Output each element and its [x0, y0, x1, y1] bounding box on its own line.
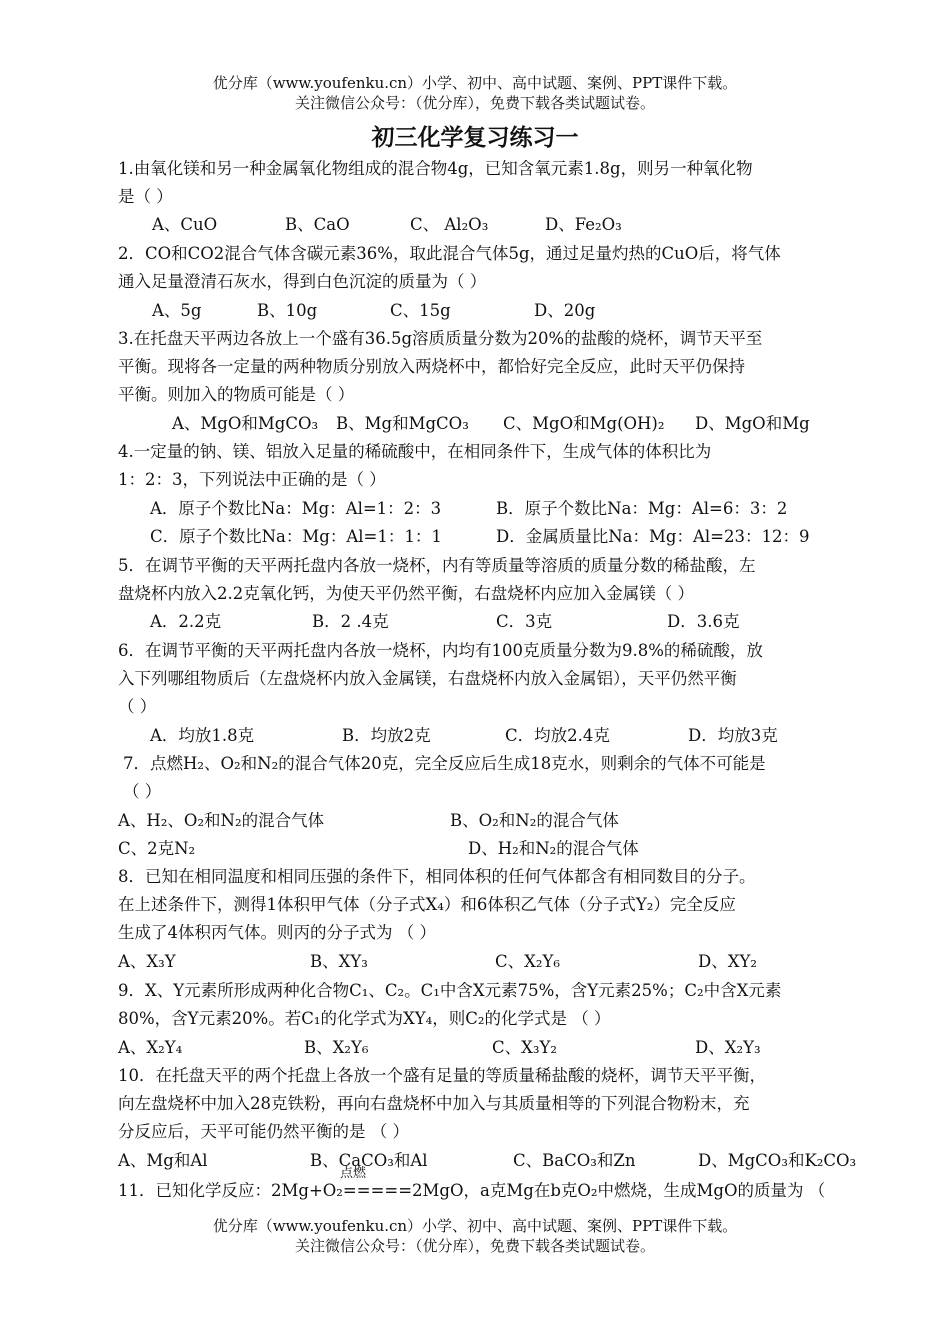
q8-line-2: 在上述条件下，测得1体积甲气体（分子式X₄）和6体积乙气体（分子式Y₂）完全反应	[118, 895, 736, 914]
header-line-2: 关注微信公众号：（优分库），免费下载各类试题试卷。	[294, 94, 655, 112]
q10-option-c: C、BaCO₃和Zn	[513, 1151, 636, 1170]
q2-option-d: D、20g	[534, 301, 596, 320]
q3-line-3: 平衡。则加入的物质可能是（ ）	[118, 385, 355, 404]
q5-line-1: 5．在调节平衡的天平两托盘内各放一烧杯，内有等质量等溶质的质量分数的稀盐酸，左	[118, 556, 756, 575]
q10-option-d: D、MgCO₃和K₂CO₃	[698, 1151, 857, 1170]
q10-line-1: 10．在托盘天平的两个托盘上各放一个盛有足量的等质量稀盐酸的烧杯，调节天平平衡，	[118, 1066, 766, 1085]
q3-option-c: C、MgO和Mg(OH)₂	[503, 414, 665, 433]
q1-line-1: 1.由氧化镁和另一种金属氧化物组成的混合物4g，已知含氧元素1.8g，则另一种氧化物	[118, 159, 753, 178]
q6-line-2: 入下列哪组物质后（左盘烧杯内放入金属镁，右盘烧杯内放入金属铝），天平仍然平衡	[118, 669, 737, 688]
q2-option-b: B、10g	[257, 301, 318, 320]
q1-option-d: D、Fe₂O₃	[545, 215, 622, 234]
q8-option-c: C、X₂Y₆	[495, 952, 560, 971]
q7-option-a: A、H₂、O₂和N₂的混合气体	[118, 811, 325, 830]
q3-option-a: A、MgO和MgCO₃	[172, 414, 319, 433]
q2-option-a: A、5g	[152, 301, 202, 320]
q10-option-b: B、CaCO₃和Al	[310, 1151, 428, 1170]
q6-line-3: （ ）	[118, 697, 157, 716]
q5-option-c: C．3克	[496, 612, 553, 631]
footer-line-1: 优分库（www.youfenku.cn）小学、初中、高中试题、案例、PPT课件下载。	[212, 1217, 738, 1235]
q10-line-2: 向左盘烧杯中加入28克铁粉，再向右盘烧杯中加入与其质量相等的下列混合物粉末，充	[118, 1094, 750, 1113]
q11-line-1: 11．已知化学反应：2Mg+O₂=====2MgO，a克Mg在b克O₂中燃烧，生成MgO的质量为 （	[118, 1181, 826, 1200]
q6-option-d: D．均放3克	[688, 726, 778, 745]
q9-line-1: 9．X、Y元素所形成两种化合物C₁、C₂。C₁中含X元素75%，含Y元素25%；C₂中含X元素	[118, 981, 782, 1000]
header-line-1: 优分库（www.youfenku.cn）小学、初中、高中试题、案例、PPT课件下载。	[212, 74, 738, 92]
q4-line-2: 1：2：3，下列说法中正确的是（ ）	[118, 470, 386, 489]
q3-option-b: B、Mg和MgCO₃	[336, 414, 469, 433]
q9-option-c: C、X₃Y₂	[492, 1038, 557, 1057]
q4-line-1: 4.一定量的钠、镁、铝放入足量的稀硫酸中，在相同条件下，生成气体的体积比为	[118, 442, 712, 461]
q8-option-d: D、XY₂	[698, 952, 757, 971]
q1-option-b: B、CaO	[285, 215, 350, 234]
q11-reaction-condition: 点燃	[340, 1166, 367, 1181]
q4-option-a: A．原子个数比Na：Mg：Al=1：2：3	[150, 499, 442, 518]
q5-line-2: 盘烧杯内放入2.2克氧化钙，为使天平仍然平衡，右盘烧杯内应加入金属镁（ ）	[118, 584, 694, 603]
q7-line-2: （ ）	[123, 782, 162, 801]
q7-line-1: 7．点燃H₂、O₂和N₂的混合气体20克，完全反应后生成18克水，则剩余的气体不可能是	[123, 754, 766, 773]
q5-option-b: B．2 .4克	[312, 612, 389, 631]
q3-option-d: D、MgO和Mg	[695, 414, 810, 433]
q9-option-d: D、X₂Y₃	[695, 1038, 761, 1057]
q8-option-b: B、XY₃	[310, 952, 368, 971]
q2-line-2: 通入足量澄清石灰水，得到白色沉淀的质量为（ ）	[118, 272, 487, 291]
q9-option-b: B、X₂Y₆	[304, 1038, 369, 1057]
q1-line-2: 是（ ）	[118, 187, 173, 206]
q2-line-1: 2．CO和CO2混合气体含碳元素36%，取此混合气体5g，通过足量灼热的CuO后，将气体	[118, 244, 781, 263]
q1-option-c: C、 Al₂O₃	[410, 215, 489, 234]
q10-option-a: A、Mg和Al	[118, 1151, 208, 1170]
q1-option-a: A、CuO	[152, 215, 218, 234]
q9-line-2: 80%，含Y元素20%。若C₁的化学式为XY₄，则C₂的化学式是 （ ）	[118, 1009, 611, 1028]
q4-option-d: D．金属质量比Na：Mg：Al=23：12：9	[496, 527, 810, 546]
q5-option-a: A．2.2克	[150, 612, 222, 631]
q7-option-b: B、O₂和N₂的混合气体	[450, 811, 619, 830]
q4-option-c: C．原子个数比Na：Mg：Al=1：1：1	[150, 527, 442, 546]
q3-line-2: 平衡。现将各一定量的两种物质分别放入两烧杯中，都恰好完全反应，此时天平仍保持	[118, 357, 745, 376]
q9-option-a: A、X₂Y₄	[118, 1038, 183, 1057]
q7-option-c: C、2克N₂	[118, 839, 196, 858]
q4-option-b: B．原子个数比Na：Mg：Al=6：3：2	[496, 499, 788, 518]
q8-line-3: 生成了4体积丙气体。则丙的分子式为 （ ）	[118, 923, 436, 942]
q2-option-c: C、15g	[390, 301, 451, 320]
q6-option-b: B．均放2克	[342, 726, 431, 745]
q3-line-1: 3.在托盘天平两边各放上一个盛有36.5g溶质质量分数为20%的盐酸的烧杯，调节天平至	[118, 329, 763, 348]
q6-option-a: A．均放1.8克	[150, 726, 255, 745]
q10-line-3: 分反应后，天平可能仍然平衡的是 （ ）	[118, 1122, 409, 1141]
q8-option-a: A、X₃Y	[118, 952, 176, 971]
q6-option-c: C．均放2.4克	[505, 726, 610, 745]
q5-option-d: D．3.6克	[667, 612, 740, 631]
q8-line-1: 8．已知在相同温度和相同压强的条件下，相同体积的任何气体都含有相同数目的分子。	[118, 867, 756, 886]
q7-option-d: D、H₂和N₂的混合气体	[468, 839, 639, 858]
q6-line-1: 6．在调节平衡的天平两托盘内各放一烧杯，内均有100克质量分数为9.8%的稀硫酸，放	[118, 641, 763, 660]
footer-line-2: 关注微信公众号：（优分库），免费下载各类试题试卷。	[294, 1237, 655, 1255]
page-title: 初三化学复习练习一	[371, 124, 579, 151]
